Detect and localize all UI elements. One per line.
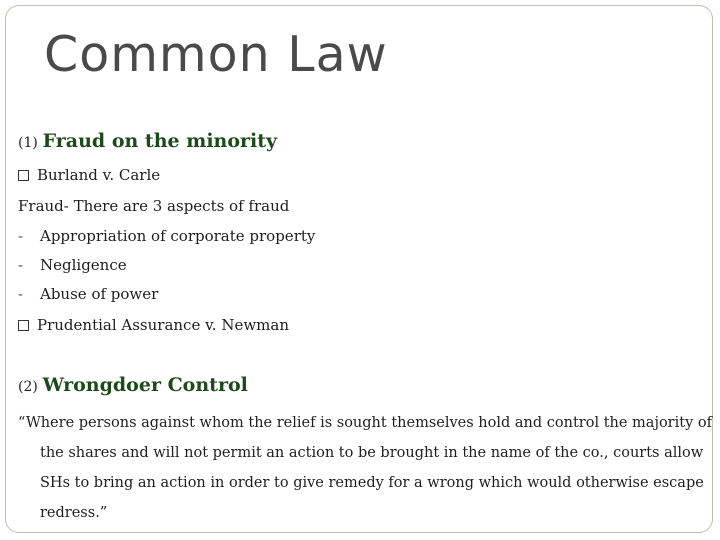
aspect-label: Appropriation of corporate property (40, 227, 316, 245)
case-prudential: Prudential Assurance v. Newman (37, 316, 290, 334)
dash-bullet-icon: - (18, 285, 24, 303)
fraud-intro: Fraud- There are 3 aspects of fraud (18, 197, 290, 215)
quote-line: redress.” (40, 505, 108, 521)
section-1-heading: Fraud on the minority (42, 130, 278, 152)
quote-line: SHs to bring an action in order to give remedy for a wrong which would otherwise escape (40, 475, 704, 491)
checkbox-bullet-icon (18, 320, 29, 331)
aspect-item (18, 227, 315, 245)
quote-line: the shares and will not permit an action to be brought in the name of the co., courts allow (40, 445, 704, 461)
dash-bullet-icon: - (18, 227, 24, 245)
section-1-heading-row (18, 130, 277, 152)
section-2-number: (2) (18, 379, 38, 395)
section-1-number: (1) (18, 135, 38, 151)
aspect-label: Negligence (40, 256, 127, 274)
section-2-heading: Wrongdoer Control (42, 374, 248, 396)
checkbox-bullet-icon (18, 170, 29, 181)
case-burland-row (18, 166, 160, 184)
wrongdoer-control-quote (18, 408, 712, 528)
quote-line: “Where persons against whom the relief is sought themselves hold and control the majority of (18, 415, 712, 431)
aspect-label: Abuse of power (40, 285, 159, 303)
aspect-item (18, 285, 158, 303)
dash-bullet-icon: - (18, 256, 24, 274)
case-burland: Burland v. Carle (37, 166, 161, 184)
case-prudential-row (18, 316, 289, 334)
section-2-heading-row (18, 374, 248, 396)
slide-title: Common Law (44, 26, 388, 83)
aspect-item (18, 256, 127, 274)
